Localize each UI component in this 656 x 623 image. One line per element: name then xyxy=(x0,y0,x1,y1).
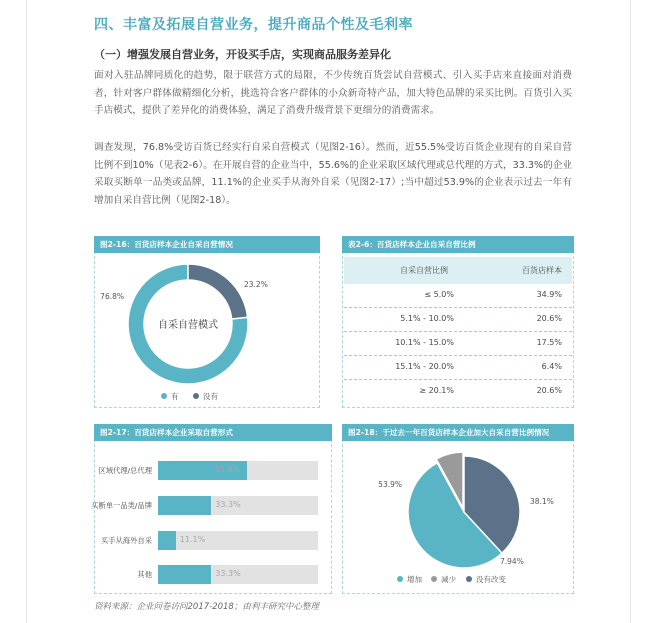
table26-title: 表2-6：百货店样本企业自采自营比例 xyxy=(342,236,574,253)
table-row xyxy=(344,284,572,308)
bar-label-other: 其他 xyxy=(137,570,152,579)
bar-buyout xyxy=(158,496,211,515)
legend-label-decrease: 减少 xyxy=(441,575,456,584)
subsection-title: （一）增强发展自营业务，开设买手店，实现商品服务差异化 xyxy=(94,48,391,61)
fig216-label-no: 23.2% xyxy=(244,280,268,289)
bar-track xyxy=(158,461,318,480)
paragraph-2: 调查发现，76.8%受访百货已经实行自采自营模式（见图2-16）。然而，近55.5%受访百货企业现有的自采自营比例不到10%（见表2-6）。在开展自营的企业当中，55.6%的企业采取区域代理或总代理的方式，33.3%的企业采取买断单一品类或品牌，11.1%的企业买手从海外自采（见图2-17）;当中超过53.9%的企业表示过去一年有增加自采自营比例（见图2-18）。 xyxy=(94,142,572,206)
legend-label-increase: 增加 xyxy=(407,575,422,584)
table-cell-sample: 6.4% xyxy=(541,362,562,371)
fig216-legend xyxy=(161,391,218,401)
table-cell-ratio: 10.1% - 15.0% xyxy=(395,338,454,347)
section-title: 四、丰富及拓展自营业务，提升商品个性及毛利率 xyxy=(94,17,413,33)
fig216-label-yes: 76.8% xyxy=(100,292,124,301)
legend-label-yes: 有 xyxy=(171,392,179,401)
fig216-title: 图2-16：百货店样本企业自采自营情况 xyxy=(94,236,320,253)
table-cell-ratio: 5.1% - 10.0% xyxy=(400,314,454,323)
fig216-chart xyxy=(94,254,320,406)
table-cell-sample: 34.9% xyxy=(536,290,562,299)
table-row xyxy=(344,332,572,356)
legend-label-nochange: 没有改变 xyxy=(476,575,506,584)
table-row xyxy=(344,356,572,380)
bar-overseas xyxy=(158,531,176,550)
bar-value-overseas: 11.1% xyxy=(179,535,206,544)
table-cell-ratio: 15.1% - 20.0% xyxy=(395,362,454,371)
legend-label-no: 没有 xyxy=(203,392,218,401)
bar-value-other: 33.3% xyxy=(215,569,241,578)
bar-label-regional-agent: 区域代理/总代理 xyxy=(98,466,152,475)
table-cell-ratio: ≥ 20.1% xyxy=(419,386,454,395)
paragraph-1: 面对入驻品牌同质化的趋势，限于联营方式的局限，不少传统百货尝试自营模式、引入买手店来直接面对消费者，针对客户群体做精细化分析，挑选符合客户群体的小众新奇特产品，加大特色品牌的采买比例。百货引入买手店模式，提供了差异化的消费体验，满足了消费升级背景下更细分的消费需求。 xyxy=(94,70,572,116)
bar-value-buyout: 33.3% xyxy=(215,500,241,509)
table-row xyxy=(344,308,572,332)
table26-header-sample: 百货店样本 xyxy=(522,266,562,275)
page-edge-left xyxy=(26,0,27,623)
source-note: 资料来源：企业问卷访问2017-2018；由利丰研究中心整理 xyxy=(94,602,319,612)
fig218-label-decrease: 7.94% xyxy=(500,557,524,566)
bar-track xyxy=(158,565,318,584)
table-row xyxy=(344,380,572,403)
table26-header-ratio: 自采自营比例 xyxy=(400,266,448,275)
table-cell-sample: 20.6% xyxy=(536,386,562,395)
legend-dot-increase xyxy=(397,576,403,582)
fig218-legend xyxy=(397,574,506,584)
bar-value-regional-agent: 55.6% xyxy=(214,465,241,474)
legend-dot-yes xyxy=(161,393,167,399)
pie-slice-no xyxy=(188,264,248,319)
fig218-title: 图2-18：于过去一年百货店样本企业加大自采自营比例情况 xyxy=(342,424,574,441)
bar-label-buyout: 买断单一品类/品牌 xyxy=(91,501,152,510)
table-cell-sample: 20.6% xyxy=(536,314,562,323)
fig218-chart xyxy=(342,442,574,592)
legend-dot-decrease xyxy=(431,576,437,582)
legend-dot-nochange xyxy=(466,576,472,582)
fig218-label-increase: 53.9% xyxy=(378,480,402,489)
table26-header xyxy=(344,257,572,284)
table-cell-ratio: ≤ 5.0% xyxy=(424,290,454,299)
bar-track xyxy=(158,531,318,550)
bar-label-overseas: 买手从海外自采 xyxy=(100,536,152,545)
fig216-center-label: 自采自营模式 xyxy=(158,320,218,331)
table-cell-sample: 17.5% xyxy=(536,338,562,347)
legend-dot-no xyxy=(193,393,199,399)
fig217-title: 图2-17：百货店样本企业采取自营形式 xyxy=(94,424,332,441)
page-edge-right xyxy=(630,0,631,623)
bar-other xyxy=(158,565,211,584)
bar-track xyxy=(158,496,318,515)
fig218-label-nochange: 38.1% xyxy=(530,497,554,506)
